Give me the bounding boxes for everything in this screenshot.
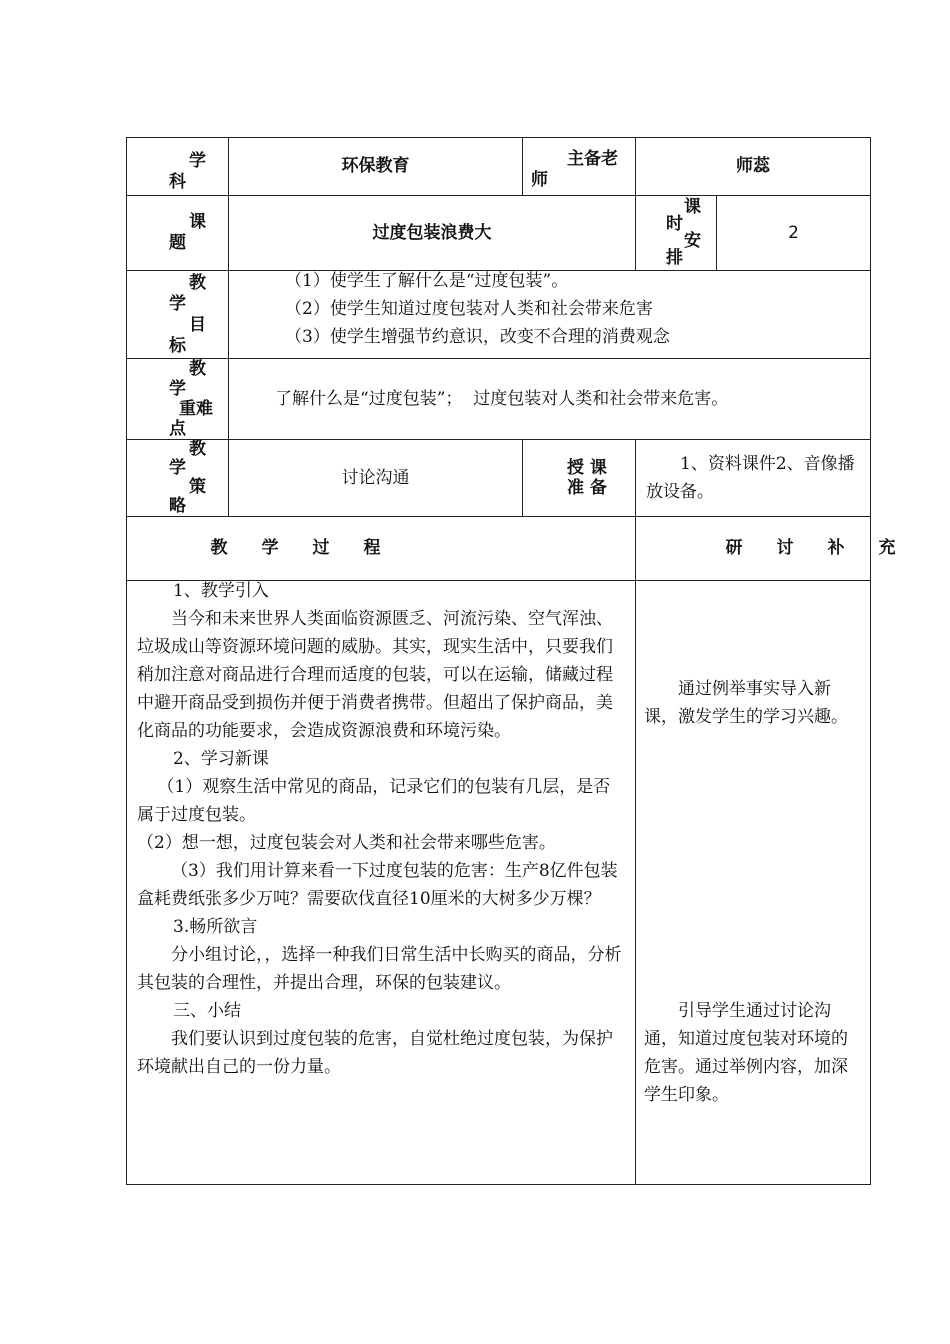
hours-label-cell: [636, 196, 717, 271]
subject-row: [127, 138, 871, 196]
hours-label-3: 安: [684, 231, 701, 251]
process-para-2: 当今和未来世界人类面临资源匮乏、河流污染、空气浑浊、垃圾成山等资源环境问题的威胁。其实，现实生活中，只要我们稍加注意对商品进行合理而适度的包装，可以在运输，储藏过程中避开商品受到损伤并便于消费者携带。但超出了保护商品，美化商品的功能要求，会造成资源浪费和环境污染。: [137, 609, 613, 741]
hours-value: 2: [717, 196, 871, 271]
process-header-left-text: 教 学 过 程: [210, 538, 381, 558]
goals-row: [127, 271, 871, 359]
topic-value: 过度包装浪费大: [229, 196, 636, 271]
hours-label-4: 排: [666, 248, 683, 268]
process-header-left: [127, 517, 636, 581]
teacher-label-cell: [523, 138, 636, 196]
topic-row: [127, 196, 871, 271]
goal-item-2: （2）使学生知道过度包装对人类和社会带来危害: [285, 299, 653, 319]
strategy-label-1: 教: [189, 439, 206, 459]
goal-item-1: （1）使学生了解什么是“过度包装”。: [285, 271, 569, 291]
strategy-label-3: 策: [189, 477, 206, 497]
hours-label-2: 时: [666, 214, 683, 234]
keypoints-label-3: 重难: [179, 399, 213, 419]
process-para-4: （1）观察生活中常见的商品，记录它们的包装有几层，是否属于过度包装。: [137, 777, 611, 825]
process-para-1: 1、教学引入: [173, 581, 269, 601]
process-content: [127, 581, 636, 1185]
goals-label-2: 学: [169, 293, 186, 314]
teacher-value: 师蕊: [636, 138, 871, 196]
goal-item-3: （3）使学生增强节约意识，改变不合理的消费观念: [285, 327, 670, 347]
process-para-7: 3.畅所欲言: [173, 917, 258, 937]
strategy-label-4: 略: [169, 496, 186, 516]
process-para-9: 三、小结: [173, 1001, 241, 1021]
subject-label-1: 学: [189, 151, 206, 171]
goals-content: [229, 271, 871, 359]
process-header-row: [127, 517, 871, 581]
teacher-label-2: 师: [531, 170, 548, 190]
subject-value: 环保教育: [229, 138, 523, 196]
subject-label-2: 科: [169, 172, 186, 192]
keypoints-label-4: 点: [169, 419, 186, 439]
hours-label-1: 课: [684, 197, 701, 217]
process-header-right: [636, 517, 896, 581]
goals-label-3: 目: [189, 314, 206, 335]
process-para-10: 我们要认识到过度包装的危害，自觉杜绝过度包装，为保护环境献出自己的一份力量。: [137, 1029, 613, 1077]
notes-content: [636, 581, 871, 1185]
teacher-label-1: 主备老: [567, 149, 618, 169]
prep-label-cell: [523, 440, 636, 517]
topic-label-1: 课: [189, 212, 206, 232]
lesson-plan-sheet: [126, 137, 896, 1185]
process-para-3: 2、学习新课: [173, 749, 269, 769]
strategy-value: 讨论沟通: [229, 440, 523, 517]
keypoints-row: [127, 359, 871, 440]
goals-label-cell: [127, 271, 229, 359]
process-para-5: （2）想一想，过度包装会对人类和社会带来哪些危害。: [137, 833, 556, 853]
process-header-right-text: 研 讨 补 充: [725, 538, 896, 558]
goals-label-1: 教: [189, 272, 206, 293]
keypoints-label-2: 学: [169, 379, 186, 399]
process-para-6: （3）我们用计算来看一下过度包装的危害：生产8亿件包装盒耗费纸张多少万吨？需要砍伐直径10厘米的大树多少万棵？: [137, 861, 618, 909]
note-1: 通过例举事实导入新课，激发学生的学习兴趣。: [644, 679, 848, 727]
topic-label-2: 题: [169, 233, 186, 253]
prep-label-2: 准 备: [567, 478, 607, 498]
keypoints-label-cell: [127, 359, 229, 440]
note-2: 引导学生通过讨论沟通，知道过度包装对环境的危害。通过举例内容，加深学生印象。: [644, 1001, 848, 1105]
lesson-plan-table: [126, 137, 896, 1185]
prep-value: [636, 440, 871, 517]
subject-label-cell: [127, 138, 229, 196]
process-para-8: 分小组讨论，，选择一种我们日常生活中长购买的商品，分析其包装的合理性，并提出合理，环保的包装建议。: [137, 945, 622, 993]
strategy-row: [127, 440, 871, 517]
goals-label-4: 标: [169, 335, 186, 356]
keypoints-label-1: 教: [189, 359, 206, 379]
topic-label-cell: [127, 196, 229, 271]
strategy-label-cell: [127, 440, 229, 517]
keypoints-content: 了解什么是“过度包装”； 过度包装对人类和社会带来危害。: [229, 359, 871, 440]
strategy-label-2: 学: [169, 458, 186, 478]
process-body-row: [127, 581, 871, 1185]
prep-label-1: 授 课: [567, 458, 607, 478]
prep-value-text: 1、资料课件2、音像播放设备。: [646, 454, 855, 502]
